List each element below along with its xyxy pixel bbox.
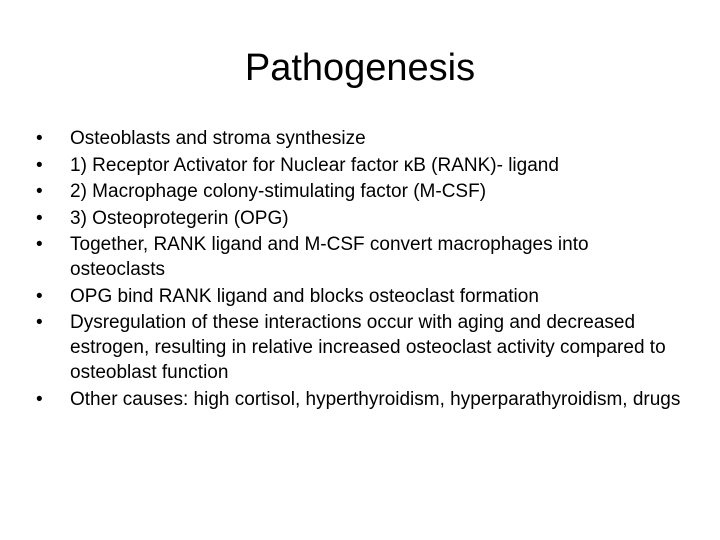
bullet-icon: • bbox=[36, 128, 43, 149]
bullet-icon: • bbox=[36, 234, 43, 255]
bullet-icon: • bbox=[36, 207, 43, 229]
bullet-list bbox=[36, 126, 686, 413]
bullet-text: 3) Osteoprotegerin (OPG) bbox=[70, 207, 289, 229]
bullet-text: 1) Receptor Activator for Nuclear factor κB (RANK)- ligand bbox=[70, 154, 559, 176]
list-item bbox=[36, 126, 686, 151]
bullet-icon: • bbox=[36, 388, 43, 410]
bullet-text: Osteoblasts and stroma synthesize bbox=[70, 128, 366, 149]
bullet-text: 2) Macrophage colony-stimulating factor (M-CSF) bbox=[70, 181, 487, 202]
list-item bbox=[36, 206, 686, 231]
list-item bbox=[36, 153, 686, 178]
list-item bbox=[36, 284, 686, 309]
slide-title: Pathogenesis bbox=[244, 47, 476, 89]
bullet-icon: • bbox=[36, 312, 43, 333]
bullet-icon: • bbox=[36, 181, 43, 202]
list-item bbox=[36, 310, 686, 385]
bullet-text: Together, RANK ligand and M-CSF convert macrophages into osteoclasts bbox=[70, 234, 589, 280]
bullet-text: Dysregulation of these interactions occur with aging and decreased estrogen, resulting in relative increased osteoclast activity compared to osteoblast function bbox=[70, 312, 666, 383]
list-item bbox=[36, 387, 686, 412]
list-item bbox=[36, 232, 686, 282]
list-item bbox=[36, 179, 686, 204]
bullet-text: Other causes: high cortisol, hyperthyroidism, hyperparathyroidism, drugs bbox=[70, 388, 681, 410]
bullet-text: OPG bind RANK ligand and blocks osteoclast formation bbox=[70, 285, 539, 307]
bullet-icon: • bbox=[36, 154, 43, 176]
bullet-icon: • bbox=[36, 285, 43, 307]
